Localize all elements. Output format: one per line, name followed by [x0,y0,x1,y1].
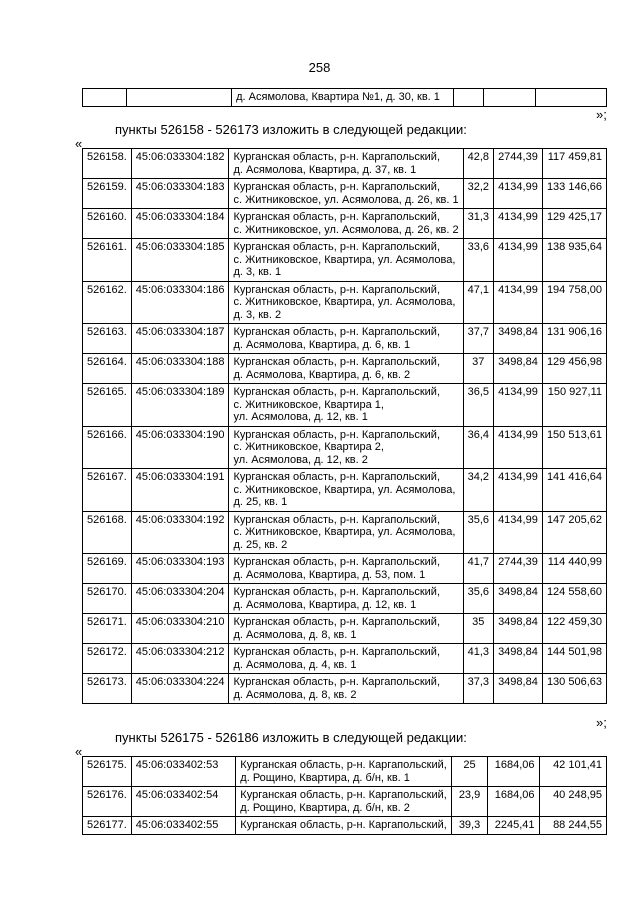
amendment-paragraph: пункты 526175 - 526186 изложить в следующей редакции: [115,730,467,745]
address-line: д. 3, кв. 1 [233,266,282,278]
table-row [83,614,607,644]
row-number-cell: 526176. [83,787,132,817]
cadastral-number-cell: 45:06:033304:193 [131,554,229,584]
address-cell [229,644,463,674]
opening-quote: « [75,744,83,759]
area-cell: 32,2 [463,179,493,209]
row-number-cell: 526167. [83,469,132,512]
table-row [83,239,607,282]
address-cell [236,787,452,817]
address-line: Курганская область, р-н. Каргапольский, [233,646,440,658]
address-line: Курганская область, р-н. Каргапольский, [233,586,440,598]
cadastral-value-cell: 122 459,30 [542,614,606,644]
cadastral-value-cell: 129 425,17 [542,209,606,239]
cadastral-number-cell: 45:06:033304:185 [131,239,229,282]
address-line: Курганская область, р-н. Каргапольский, [233,326,440,338]
cadastral-value-cell: 133 146,66 [542,179,606,209]
area-cell: 25 [451,757,487,787]
area-cell: 41,3 [463,644,493,674]
area-cell: 37,3 [463,674,493,704]
cadastral-value-cell: 130 506,63 [542,674,606,704]
table-row [83,89,607,107]
address-line: д. 3, кв. 2 [233,308,282,321]
row-number-cell: 526160. [83,209,132,239]
row-number-cell: 526173. [83,674,132,704]
address-line: Курганская область, р-н. Каргапольский, [233,181,440,193]
address-line: Курганская область, р-н. Каргапольский, [233,241,440,253]
address-cell: д. Асямолова, Квартира №1, д. 30, кв. 1 [232,89,454,107]
address-line: с. Житниковское, ул. Асямолова, д. 26, кв. 1 [233,193,459,206]
opening-quote: « [75,136,83,151]
cadastral-number-cell: 45:06:033304:191 [131,469,229,512]
address-line: д. Асямолова, д. 8, кв. 2 [233,688,357,701]
table-row [83,384,607,427]
address-cell [229,511,463,554]
closing-quote: »; [596,107,607,122]
row-number-cell: 526175. [83,757,132,787]
rate-cell: 4134,99 [494,426,543,469]
address-cell [229,674,463,704]
address-cell [229,384,463,427]
rate-cell: 4134,99 [494,179,543,209]
address-cell [229,324,463,354]
address-line: д. Асямолова, д. 4, кв. 1 [233,658,357,671]
rate-cell: 4134,99 [494,511,543,554]
cadastral-number-cell: 45:06:033304:188 [131,354,229,384]
rate-cell: 4134,99 [494,209,543,239]
area-cell: 35,6 [463,511,493,554]
row-number-cell: 526163. [83,324,132,354]
address-line: с. Житниковское, Квартира 1, [233,398,384,411]
address-line: д. 25, кв. 1 [233,496,288,508]
cadastral-number-cell: 45:06:033304:224 [131,674,229,704]
cadastral-number-cell: 45:06:033304:189 [131,384,229,427]
cadastral-value-cell: 42 101,41 [539,757,606,787]
table-row [83,179,607,209]
page-number: 258 [308,60,331,75]
address-line: Курганская область, р-н. Каргапольский, [233,211,440,223]
amendment-paragraph: пункты 526158 - 526173 изложить в следующей редакции: [115,122,467,137]
rate-cell: 3498,84 [494,674,543,704]
address-line: Курганская область, р-н. Каргапольский, [233,616,440,628]
address-cell [229,239,463,282]
cadastral-number-cell: 45:06:033304:182 [131,149,229,179]
cadastral-number-cell: 45:06:033402:54 [131,787,236,817]
continued-table-fragment [82,88,607,107]
row-number-cell: 526171. [83,614,132,644]
address-line: Курганская область, р-н. Каргапольский, [233,356,440,368]
address-line: д. Асямолова, Квартира, д. 12, кв. 1 [233,598,417,611]
cadastral-value-cell: 147 205,62 [542,511,606,554]
row-number-cell: 526172. [83,644,132,674]
area-cell: 41,7 [463,554,493,584]
address-cell [229,281,463,324]
cadastral-value-cell: 150 927,11 [542,384,606,427]
cadastral-number-cell: 45:06:033304:187 [131,324,229,354]
area-cell: 23,9 [451,787,487,817]
area-cell: 42,8 [463,149,493,179]
table-row [83,354,607,384]
table-row [83,817,607,835]
area-cell: 36,5 [463,384,493,427]
address-line: Курганская область, р-н. Каргапольский, [233,471,440,483]
address-cell [236,817,452,835]
area-cell: 39,3 [451,817,487,835]
address-cell [229,426,463,469]
table-row [83,757,607,787]
row-number-cell: 526177. [83,817,132,835]
cadastral-number-cell: 45:06:033304:186 [131,281,229,324]
rate-cell: 2245,41 [488,817,539,835]
address-line: Курганская область, р-н. Каргапольский, [240,789,447,801]
rate-cell: 3498,84 [494,324,543,354]
address-cell [229,179,463,209]
row-number-cell: 526170. [83,584,132,614]
address-line: с. Житниковское, Квартира, ул. Асямолова, [233,253,456,266]
cadastral-number-cell: 45:06:033402:53 [131,757,236,787]
address-line: Курганская область, р-н. Каргапольский, [240,759,447,771]
cadastral-number-cell: 45:06:033304:210 [131,614,229,644]
address-line: д. Асямолова, Квартира, д. 37, кв. 1 [233,163,417,176]
cadastral-number-cell: 45:06:033304:184 [131,209,229,239]
table-row [83,584,607,614]
row-number-cell: 526165. [83,384,132,427]
rate-cell: 3498,84 [494,614,543,644]
table-row [83,511,607,554]
cadastral-value-cell: 144 501,98 [542,644,606,674]
table-row [83,674,607,704]
address-line: ул. Асямолова, д. 12, кв. 1 [233,411,368,423]
address-line: с. Житниковское, Квартира, ул. Асямолова, [233,526,456,538]
property-table-1 [82,148,607,704]
table-row [83,281,607,324]
cadastral-number-cell: 45:06:033402:55 [131,817,236,835]
table-row [83,554,607,584]
cadastral-value-cell: 131 906,16 [542,324,606,354]
rate-cell: 1684,06 [488,757,539,787]
address-line: д. Рощино, Квартира, д. б/н, кв. 2 [240,801,410,814]
rate-cell: 2744,39 [494,554,543,584]
cadastral-number-cell: 45:06:033304:192 [131,511,229,554]
row-number-cell: 526164. [83,354,132,384]
cadastral-number-cell: 45:06:033304:204 [131,584,229,614]
rate-cell: 4134,99 [494,281,543,324]
address-line: Курганская область, р-н. Каргапольский, [233,151,440,163]
cadastral-number-cell: 45:06:033304:212 [131,644,229,674]
address-line: Курганская область, р-н. Каргапольский, [233,513,440,526]
address-line: д. Асямолова, Квартира, д. 53, пом. 1 [233,568,426,581]
address-cell [229,469,463,512]
row-number-cell: 526166. [83,426,132,469]
rate-cell: 4134,99 [494,469,543,512]
address-line: Курганская область, р-н. Каргапольский, [233,676,440,688]
address-line: д. 25, кв. 2 [233,538,288,551]
rate-cell: 3498,84 [494,354,543,384]
address-line: Курганская область, р-н. Каргапольский, [233,283,440,296]
address-line: Курганская область, р-н. Каргапольский, [233,386,440,398]
area-cell: 35,6 [463,584,493,614]
rate-cell: 3498,84 [494,644,543,674]
row-number-cell: 526162. [83,281,132,324]
table-row [83,787,607,817]
table-row [83,644,607,674]
address-line: с. Житниковское, Квартира 2, [233,441,384,453]
cadastral-value-cell: 117 459,81 [542,149,606,179]
rate-cell: 4134,99 [494,239,543,282]
address-line: д. Асямолова, Квартира, д. 6, кв. 2 [233,368,411,381]
rate-cell: 3498,84 [494,584,543,614]
cadastral-value-cell: 141 416,64 [542,469,606,512]
area-cell: 36,4 [463,426,493,469]
cadastral-value-cell: 129 456,98 [542,354,606,384]
address-line: ул. Асямолова, д. 12, кв. 2 [233,453,368,466]
rate-cell: 1684,06 [488,787,539,817]
row-number-cell: 526169. [83,554,132,584]
area-cell: 31,3 [463,209,493,239]
address-cell [229,584,463,614]
address-cell [229,554,463,584]
table-row [83,469,607,512]
address-line: Курганская область, р-н. Каргапольский, [233,556,440,568]
area-cell: 33,6 [463,239,493,282]
rate-cell: 4134,99 [494,384,543,427]
area-cell: 37,7 [463,324,493,354]
address-line: с. Житниковское, ул. Асямолова, д. 26, кв. 2 [233,223,459,236]
area-cell: 34,2 [463,469,493,512]
area-cell: 47,1 [463,281,493,324]
row-number-cell: 526158. [83,149,132,179]
cadastral-value-cell: 150 513,61 [542,426,606,469]
address-cell [229,149,463,179]
row-number-cell: 526159. [83,179,132,209]
cadastral-value-cell: 138 935,64 [542,239,606,282]
cadastral-number-cell: 45:06:033304:190 [131,426,229,469]
address-line: д. Рощино, Квартира, д. б/н, кв. 1 [240,771,410,784]
address-line: Курганская область, р-н. Каргапольский, [240,819,447,831]
rate-cell: 2744,39 [494,149,543,179]
table-row [83,426,607,469]
address-line: д. Асямолова, д. 8, кв. 1 [233,628,357,641]
cadastral-value-cell: 124 558,60 [542,584,606,614]
cadastral-value-cell: 88 244,55 [539,817,606,835]
row-number-cell: 526161. [83,239,132,282]
cadastral-number-cell: 45:06:033304:183 [131,179,229,209]
table-row [83,209,607,239]
address-cell [229,354,463,384]
cadastral-value-cell: 194 758,00 [542,281,606,324]
table-row [83,149,607,179]
cadastral-value-cell: 40 248,95 [539,787,606,817]
address-cell [229,614,463,644]
address-line: д. Асямолова, Квартира, д. 6, кв. 1 [233,338,411,351]
address-line: Курганская область, р-н. Каргапольский, [233,428,440,441]
address-line: с. Житниковское, Квартира, ул. Асямолова, [233,483,456,496]
address-cell [229,209,463,239]
cadastral-value-cell: 114 440,99 [542,554,606,584]
area-cell: 37 [463,354,493,384]
closing-quote: »; [596,715,607,730]
area-cell: 35 [463,614,493,644]
property-table-2 [82,756,607,835]
address-cell [236,757,452,787]
row-number-cell: 526168. [83,511,132,554]
table-row [83,324,607,354]
address-line: с. Житниковское, Квартира, ул. Асямолова, [233,296,456,308]
